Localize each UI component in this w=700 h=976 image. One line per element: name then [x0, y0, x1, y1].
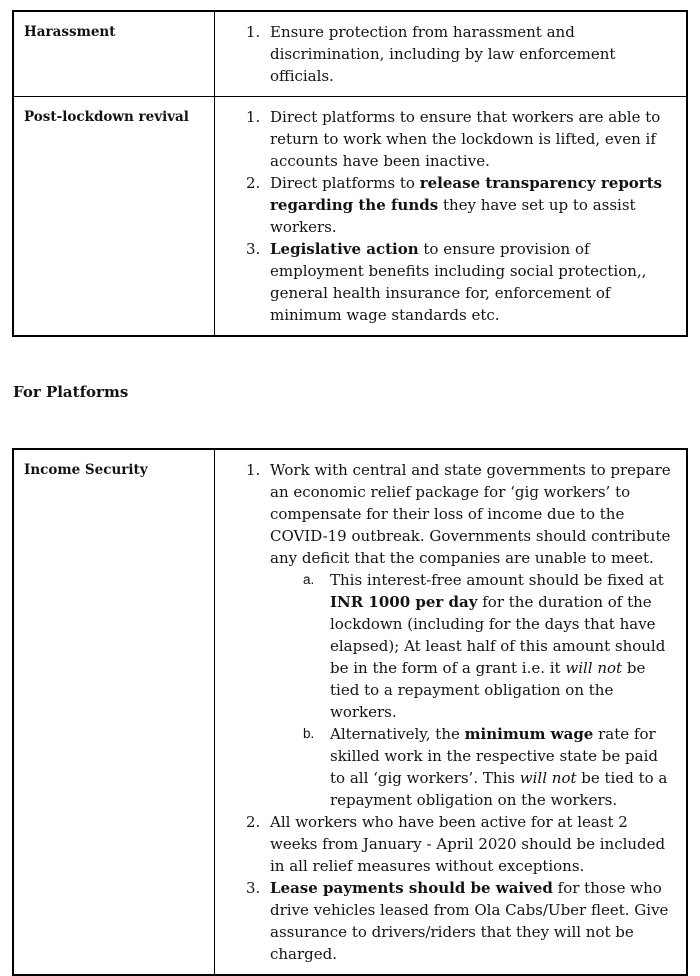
item-marker: 3. — [246, 879, 261, 897]
row-label: Harassment — [14, 12, 215, 96]
row-content — [215, 450, 686, 974]
numbered-item — [215, 459, 686, 811]
row-label: Post-lockdown revival — [14, 97, 215, 335]
item-text-main: Work with central and state governments to prepare an economic relief package for ‘gig workers’ to compensate for their loss of income due to the COVID-19 outbreak. Governments should contribute any deficit that the companies are unable to meet. — [270, 461, 671, 567]
item-text: Direct platforms to release transparency reports regarding the funds they have set up to assist workers. — [270, 174, 663, 236]
item-marker: 3. — [246, 240, 261, 258]
demands-table-platforms — [12, 448, 688, 976]
item-text: Lease payments should be waived for those who drive vehicles leased from Ola Cabs/Uber fleet. Give assurance to drivers/riders that they will not be charged. — [270, 879, 669, 963]
item-marker: 1. — [246, 461, 261, 479]
demands-table-top — [12, 10, 688, 337]
lettered-subitem — [270, 569, 676, 723]
item-marker: 1. — [246, 108, 261, 126]
numbered-item — [215, 238, 686, 326]
item-marker: 1. — [246, 23, 261, 41]
numbered-item — [215, 106, 686, 172]
subitem-marker: a. — [303, 572, 315, 587]
numbered-item — [215, 811, 686, 877]
subitem-text: This interest-free amount should be fixed at INR 1000 per day for the duration of the lockdown (including for the days that have elapsed); At least half of this amount should be in the form of a grant i.e. it will not be tied to a repayment obligation on the workers. — [330, 571, 666, 721]
item-text: Legislative action to ensure provision of employment benefits including social protection,, general health insurance for, enforcement of minimum wage standards etc. — [270, 240, 647, 324]
item-marker: 2. — [246, 174, 261, 192]
subitem-text: Alternatively, the minimum wage rate for skilled work in the respective state be paid to all ‘gig workers’. This will not be tied to a repayment obligation on the workers. — [330, 725, 668, 809]
table-row — [14, 450, 686, 974]
row-content — [215, 12, 686, 96]
item-text: All workers who have been active for at least 2 weeks from January - April 2020 should be included in all relief measures without exceptions. — [270, 813, 666, 875]
numbered-item — [215, 877, 686, 965]
lettered-subitem — [270, 723, 676, 811]
numbered-item — [215, 172, 686, 238]
subitem-marker: b. — [303, 726, 315, 741]
section-heading: For Platforms — [13, 383, 129, 401]
table-row — [14, 12, 686, 96]
table-row — [14, 96, 686, 335]
numbered-item — [215, 21, 686, 87]
item-text: Direct platforms to ensure that workers are able to return to work when the lockdown is lifted, even if accounts have been inactive. — [270, 108, 661, 170]
item-text — [270, 459, 686, 811]
row-content — [215, 97, 686, 335]
item-marker: 2. — [246, 813, 261, 831]
item-text: Ensure protection from harassment and discrimination, including by law enforcement officials. — [270, 23, 616, 85]
row-label: Income Security — [14, 450, 215, 974]
